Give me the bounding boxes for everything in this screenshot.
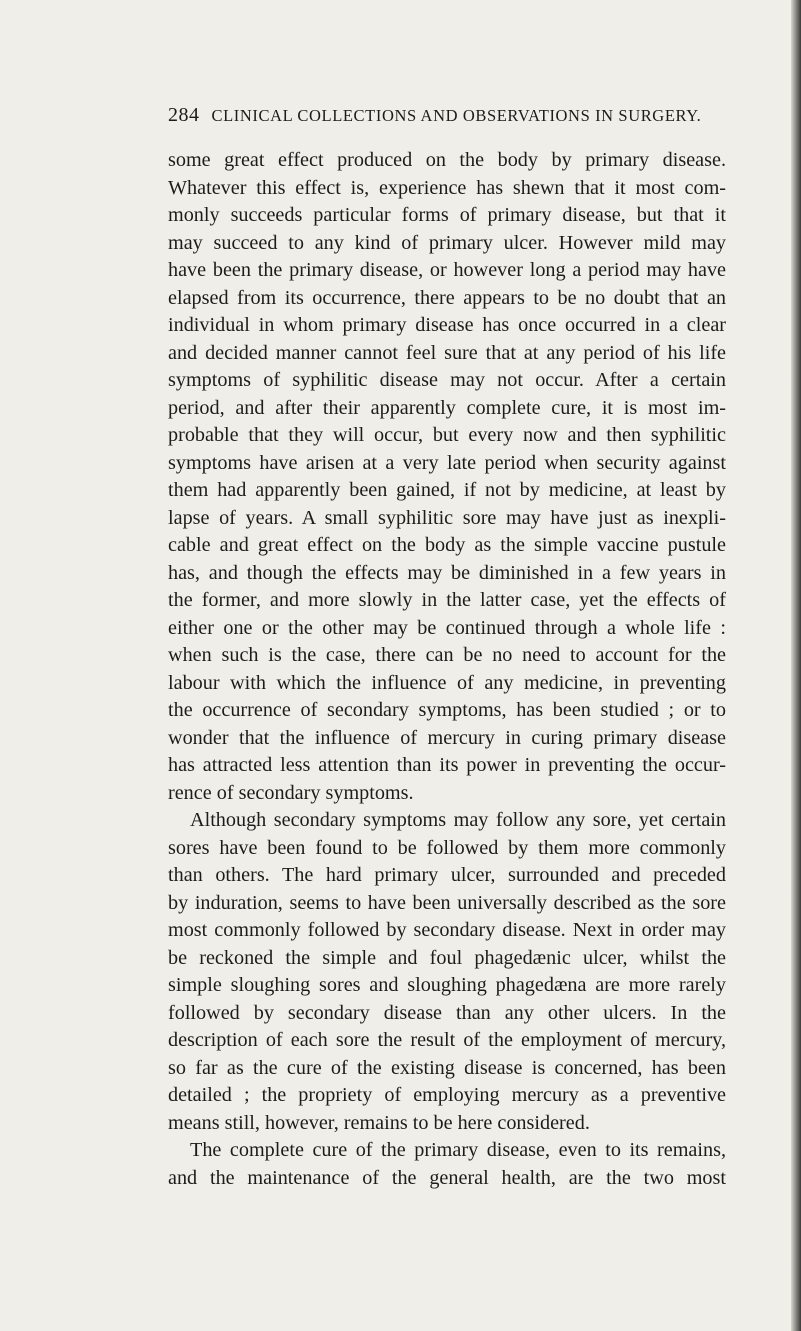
text-line: simple sloughing sores and sloughing phagedæna are more rarely: [168, 974, 726, 996]
text-line: has attracted less attention than its power in preventing the occur-: [168, 754, 726, 776]
text-line: lapse of years. A small syphilitic sore may have just as inexpli-: [168, 506, 726, 529]
text-line: sores have been found to be followed by them more commonly: [168, 836, 726, 859]
text-line: may succeed to any kind of primary ulcer. However mild may: [168, 231, 726, 254]
text-line: them had apparently been gained, if not by medicine, at least by: [168, 479, 726, 501]
text-line: detailed ; the propriety of employing mercury as a preventive: [168, 1084, 726, 1106]
text-line: some great effect produced on the body by primary disease.: [168, 149, 726, 171]
text-line: Although secondary symptoms may follow any sore, yet certain: [190, 809, 726, 831]
text-line: wonder that the influence of mercury in curing primary disease: [168, 726, 726, 749]
text-line: elapsed from its occurrence, there appears to be no doubt that an: [168, 286, 726, 309]
text-line: period, and after their apparently complete cure, it is most im-: [168, 396, 726, 419]
text-line: has, and though the effects may be diminished in a few years in: [168, 561, 726, 584]
text-line: means still, however, remains to be here considered.: [168, 1111, 590, 1134]
text-line: symptoms of syphilitic disease may not occur. After a certain: [168, 369, 726, 391]
text-line: so far as the cure of the existing disease is concerned, has been: [168, 1056, 726, 1079]
text-line: rence of secondary symptoms.: [168, 781, 414, 804]
text-line: most commonly followed by secondary disease. Next in order may: [168, 919, 726, 941]
text-line: symptoms have arisen at a very late period when security against: [168, 451, 726, 474]
running-title: CLINICAL COLLECTIONS AND OBSERVATIONS IN SURGERY.: [211, 106, 702, 125]
text-line: the former, and more slowly in the latter case, yet the effects of: [168, 589, 726, 611]
text-line: by induration, seems to have been universally described as the sore: [168, 891, 726, 914]
text-line: than others. The hard primary ulcer, surrounded and preceded: [168, 864, 726, 886]
running-head: [168, 104, 728, 130]
text-line: when such is the case, there can be no need to account for the: [168, 644, 726, 666]
text-line: probable that they will occur, but every now and then syphilitic: [168, 424, 726, 446]
text-line: labour with which the influence of any medicine, in preventing: [168, 671, 726, 694]
text-line: description of each sore the result of the employment of mercury,: [168, 1029, 726, 1051]
text-line: cable and great effect on the body as the simple vaccine pustule: [168, 534, 726, 556]
text-line: the occurrence of secondary symptoms, has been studied ; or to: [168, 699, 726, 721]
body-text: [168, 147, 726, 1192]
text-line: followed by secondary disease than any other ulcers. In the: [168, 1001, 726, 1024]
text-line: either one or the other may be continued through a whole life :: [168, 616, 726, 639]
text-line: The complete cure of the primary disease, even to its remains,: [190, 1139, 726, 1161]
text-line: have been the primary disease, or however long a period may have: [168, 259, 726, 281]
text-line: and the maintenance of the general health, are the two most: [168, 1166, 726, 1189]
text-line: be reckoned the simple and foul phagedænic ulcer, whilst the: [168, 946, 726, 969]
page-edge-shadow: [791, 0, 801, 1331]
page-number: 284: [168, 104, 200, 126]
text-line: monly succeeds particular forms of primary disease, but that it: [168, 204, 726, 226]
text-line: individual in whom primary disease has once occurred in a clear: [168, 314, 726, 336]
text-line: Whatever this effect is, experience has shewn that it most com-: [168, 176, 726, 199]
text-line: and decided manner cannot feel sure that at any period of his life: [168, 341, 726, 364]
